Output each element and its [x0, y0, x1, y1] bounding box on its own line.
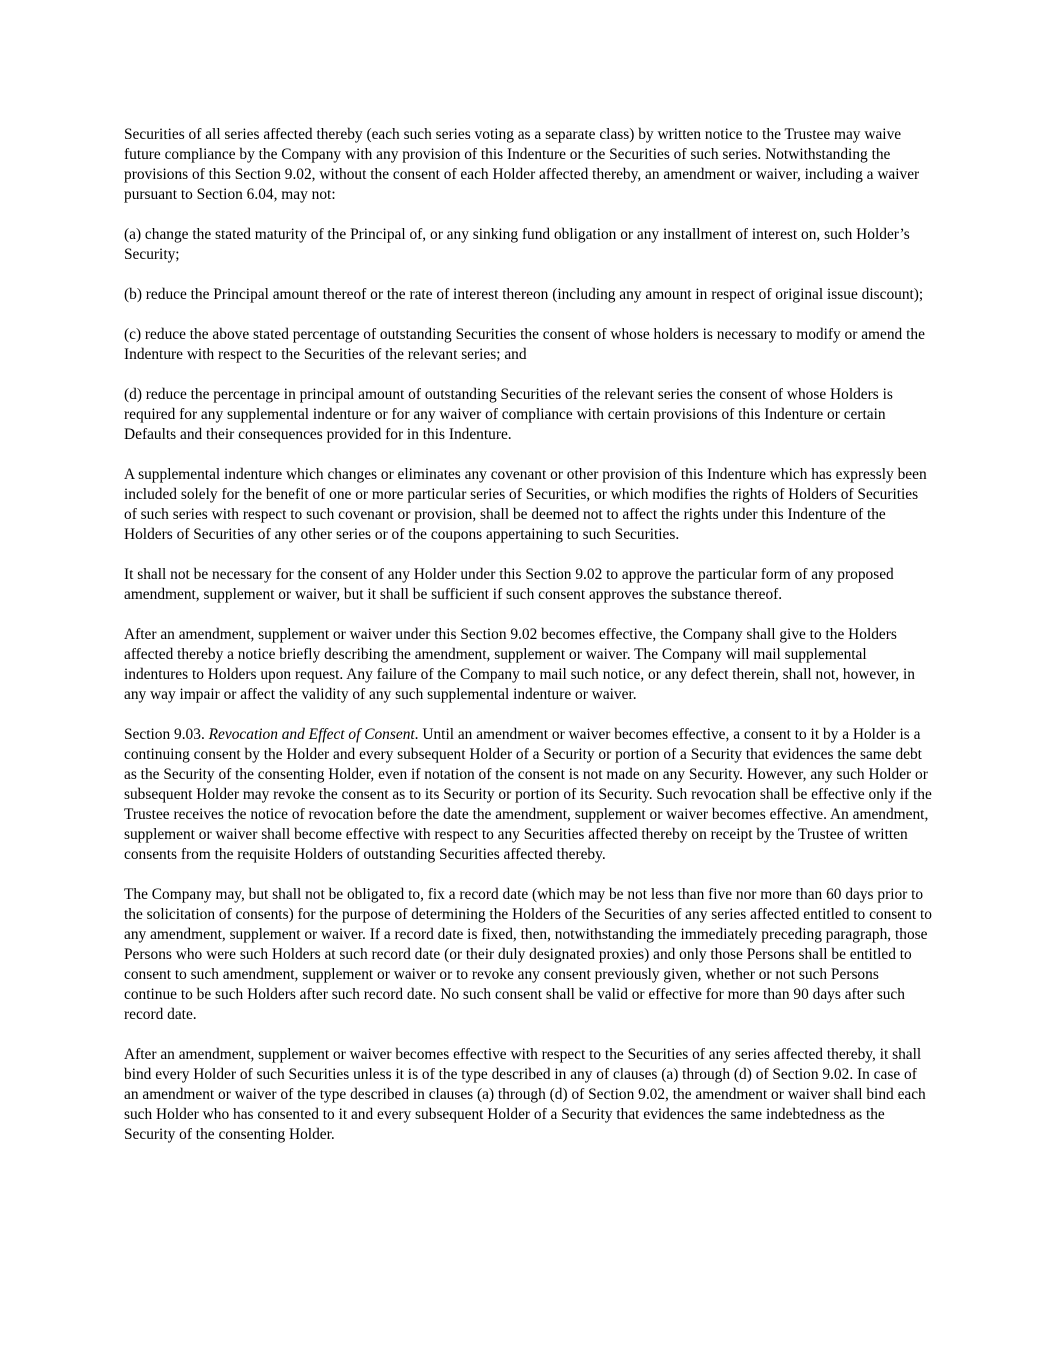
document-body [124, 125, 934, 1145]
paragraph-waiver-intro: Securities of all series affected thereby (each such series voting as a separate class) by written notice to the Trustee may waive future compliance by the Company with any provision of this Indenture or the Securities of such series. Notwithstanding the provisions of this Section 9.02, without the consent of each Holder affected thereby, an amendment or waiver, including a waiver pursuant to Section 6.04, may not: [124, 126, 920, 203]
section-body: . Until an amendment or waiver becomes effective, a consent to it by a Holder is a continuing consent by the Holder and every subsequent Holder of a Security or portion of a Security that evidences the same debt as the Security of the consenting Holder, even if notation of the consent is not made on any Security. However, any such Holder or subsequent Holder may revoke the consent as to its Security or portion of its Security. Such revocation shall be effective only if the Trustee receives the notice of revocation before the date the amendment, supplement or waiver becomes effective. An amendment, supplement or waiver shall become effective with respect to any Securities affected thereby on receipt by the Trustee of written consents from the requisite Holders of outstanding Securities affected thereby. [124, 726, 932, 863]
section-number: Section 9.03. [124, 726, 205, 743]
paragraph-binding-effect: After an amendment, supplement or waiver becomes effective with respect to the Securities of any series affected thereby, it shall bind every Holder of such Securities unless it is of the type described in any of clauses (a) through (d) of Section 9.02. In case of an amendment or waiver of the type described in clauses (a) through (d) of Section 9.02, the amendment or waiver shall bind each such Holder who has consented to it and every subsequent Holder of a Security that evidences the same indebtedness as the Security of the consenting Holder. [124, 1046, 926, 1143]
paragraph-supplemental-indenture: A supplemental indenture which changes or eliminates any covenant or other provision of this Indenture which has expressly been included solely for the benefit of one or more particular series of Securities, or which modifies the rights of Holders of Securities of such series with respect to such covenant or provision, shall be deemed not to affect the rights under this Indenture of the Holders of Securities of any other series or of the coupons appertaining to such Securities. [124, 466, 927, 543]
clause-c: (c) reduce the above stated percentage of outstanding Securities the consent of whose holders is necessary to modify or amend the Indenture with respect to the Securities of the relevant series; and [124, 326, 925, 363]
clause-b: (b) reduce the Principal amount thereof or the rate of interest thereon (including any amount in respect of original issue discount); [124, 286, 924, 303]
paragraph-consent-form: It shall not be necessary for the consent of any Holder under this Section 9.02 to approve the particular form of any proposed amendment, supplement or waiver, but it shall be sufficient if such consent approves the substance thereof. [124, 566, 894, 603]
paragraph-record-date: The Company may, but shall not be obligated to, fix a record date (which may be not less than five nor more than 60 days prior to the solicitation of consents) for the purpose of determining the Holders of the Securities of any series affected entitled to consent to any amendment, supplement or waiver. If a record date is fixed, then, notwithstanding the immediately preceding paragraph, those Persons who were such Holders at such record date (or their duly designated proxies) and only those Persons shall be entitled to consent to such amendment, supplement or waiver or to revoke any consent previously given, whether or not such Persons continue to be such Holders after such record date. No such consent shall be valid or effective for more than 90 days after such record date. [124, 886, 932, 1023]
paragraph-after-effective: After an amendment, supplement or waiver under this Section 9.02 becomes effective, the Company shall give to the Holders affected thereby a notice briefly describing the amendment, supplement or waiver. The Company will mail supplemental indentures to Holders upon request. Any failure of the Company to mail such notice, or any defect therein, shall not, however, in any way impair or affect the validity of any such supplemental indenture or waiver. [124, 626, 915, 703]
section-title: Revocation and Effect of Consent [208, 726, 415, 743]
clause-d: (d) reduce the percentage in principal amount of outstanding Securities of the relevant series the consent of whose Holders is required for any supplemental indenture or for any waiver of compliance with certain provisions of this Indenture or certain Defaults and their consequences provided for in this Indenture. [124, 386, 893, 443]
section-9-03 [124, 725, 934, 865]
clause-a: (a) change the stated maturity of the Principal of, or any sinking fund obligation or any installment of interest on, such Holder’s Security; [124, 226, 910, 263]
